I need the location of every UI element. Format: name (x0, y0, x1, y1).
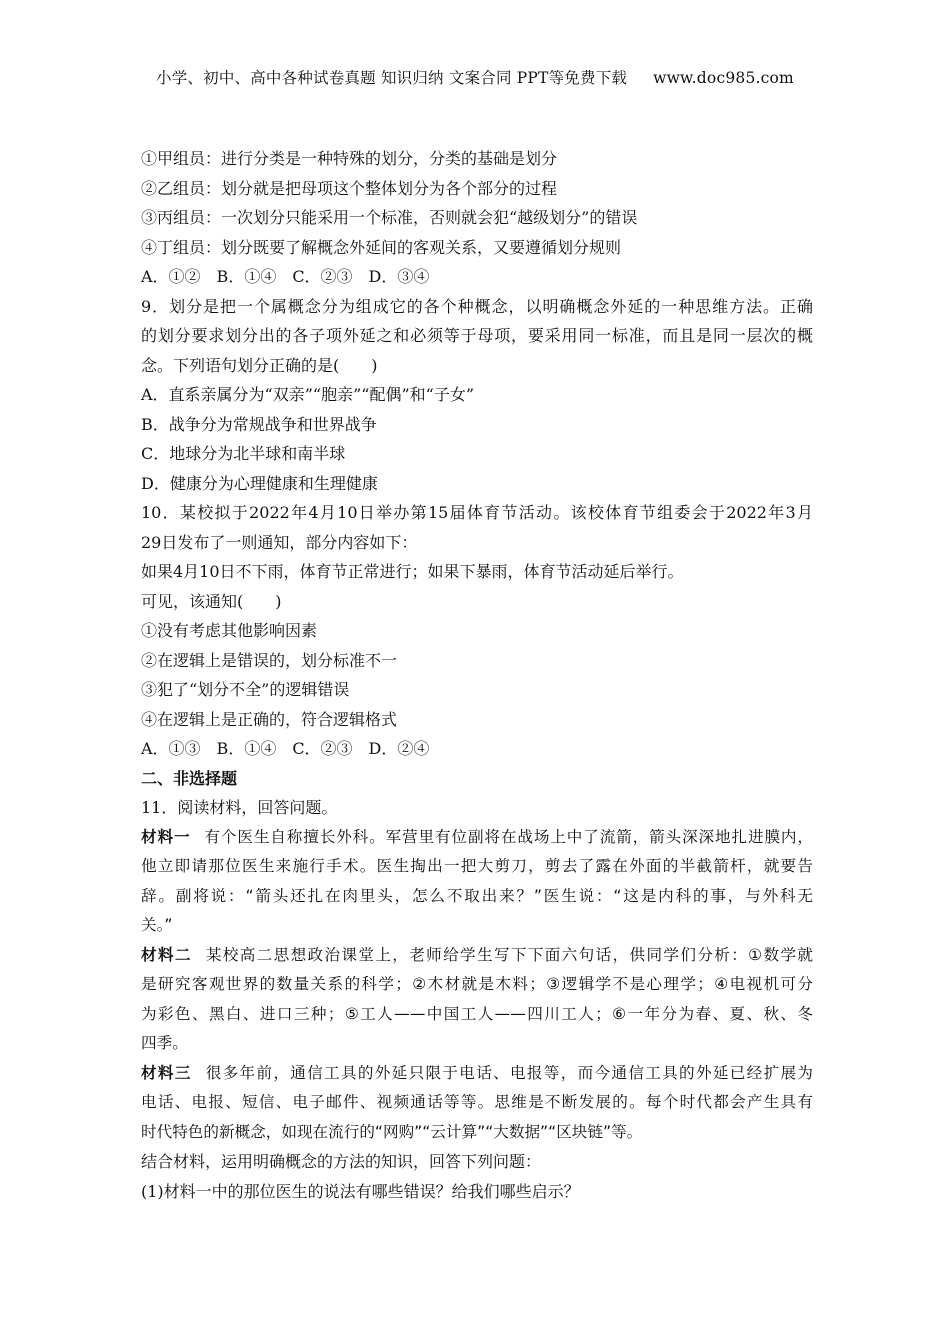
section-2-title: 二、非选择题 (141, 768, 238, 788)
material-3 (141, 1059, 813, 1148)
material-1-label: 材料一 (141, 827, 191, 846)
header-url: www.doc985.com (653, 69, 794, 87)
material-2-text-1: 某校高二思想政治课堂上，老师给学生写下下面六句话，供同学们分析：①数学就 (205, 945, 813, 964)
q10-notice-text: 如果4月10日不下雨，体育节正常进行；如果下暴雨，体育节活动延后举行。 (141, 562, 684, 581)
q9-choice-d: D．健康分为心理健康和生理健康 (141, 473, 378, 493)
material-2-label: 材料二 (141, 945, 192, 964)
page-header (0, 66, 950, 88)
material-3-line-2: 电话、电报、短信、电子邮件、视频通话等等。思维是不断发展的。每个时代都会产生具有 (141, 1093, 813, 1111)
q9-choice-c: C．地球分为北半球和南半球 (141, 444, 346, 463)
q10-stem-line-1: 10．某校拟于2022年4月10日举办第15届体育节活动。该校体育节组委会于2022年3月 (141, 503, 813, 522)
material-1-line-1 (141, 823, 813, 853)
q11-subquestion-1: (1)材料一中的那位医生的说法有哪些错误？给我们哪些启示？ (141, 1181, 580, 1201)
q8-answer-choices: A．①② B．①④ C．②③ D．③④ (141, 267, 430, 286)
material-3-line-3: 时代特色的新概念，如现在流行的“网购”“云计算”“大数据”“区块链”等。 (141, 1122, 643, 1141)
q10-stem-line-4: 可见，该通知( ) (141, 591, 282, 611)
material-2-line-1 (141, 941, 813, 971)
material-1 (141, 823, 813, 941)
q10-stem-line-2: 29日发布了一则通知，部分内容如下： (141, 532, 418, 552)
q9-stem-line-1: 9．划分是把一个属概念分为组成它的各个种概念，以明确概念外延的一种思维方法。正确 (141, 296, 813, 316)
material-3-line-1 (141, 1059, 813, 1089)
q8-option-1: ①甲组员：进行分类是一种特殊的划分，分类的基础是划分 (141, 149, 558, 168)
material-1-line-2: 他立即请那位医生来施行手术。医生掏出一把大剪刀，剪去了露在外面的半截箭杆，就要告 (141, 857, 813, 875)
q10-option-4: ④在逻辑上是正确的，符合逻辑格式 (141, 709, 398, 729)
document-body (141, 144, 813, 1206)
question-10 (141, 498, 813, 764)
material-1-line-3: 辞。副将说：“箭头还扎在肉里头，怎么不取出来？”医生说：“这是内科的事，与外科无 (141, 886, 813, 905)
q10-answer-choices: A．①③ B．①④ C．②③ D．②④ (141, 739, 430, 758)
q11-intro: 11．阅读材料，回答问题。 (141, 798, 338, 817)
material-2-line-2: 是研究客观世界的数量关系的科学；②木材就是木料；③逻辑学不是心理学；④电视机可分 (141, 975, 813, 993)
q8-option-2: ②乙组员：划分就是把母项这个整体划分为各个部分的过程 (141, 178, 558, 198)
question-11 (141, 793, 813, 1206)
q8-option-4: ④丁组员：划分既要了解概念外延间的客观关系，又要遵循划分规则 (141, 237, 622, 257)
q10-option-1: ①没有考虑其他影响因素 (141, 621, 318, 640)
q10-option-2: ②在逻辑上是错误的，划分标准不一 (141, 650, 398, 670)
material-1-line-4: 关。” (141, 916, 173, 934)
q9-stem-line-2: 的划分要求划分出的各子项外延之和必须等于母项，要采用同一标准，而且是同一层次的概 (141, 326, 813, 345)
question-9 (141, 292, 813, 499)
q10-option-3: ③犯了“划分不全”的逻辑错误 (141, 680, 350, 699)
q9-choice-a: A．直系亲属分为“双亲”“胞亲”“配偶”和“子女” (141, 385, 474, 404)
material-2-line-3: 为彩色、黑白、进口三种；⑤工人——中国工人——四川工人；⑥一年分为春、夏、秋、冬 (141, 1004, 813, 1023)
q9-stem-line-3: 念。下列语句划分正确的是( ) (141, 355, 378, 375)
material-3-label: 材料三 (141, 1063, 192, 1082)
material-1-text-1: 有个医生自称擅长外科。军营里有位副将在战场上中了流箭，箭头深深地扎进膜内， (204, 827, 813, 846)
q11-instruction: 结合材料，运用明确概念的方法的知识，回答下列问题： (141, 1152, 542, 1171)
q8-option-3: ③丙组员：一次划分只能采用一个标准，否则就会犯“越级划分”的错误 (141, 208, 638, 227)
material-2 (141, 941, 813, 1059)
q9-choice-b: B．战争分为常规战争和世界战争 (141, 414, 377, 434)
material-3-text-1: 很多年前，通信工具的外延只限于电话、电报等，而今通信工具的外延已经扩展为 (205, 1063, 813, 1082)
material-2-line-4: 四季。 (141, 1034, 188, 1052)
question-8-options (141, 144, 813, 292)
header-text: 小学、初中、高中各种试卷真题 知识归纳 文案合同 PPT等免费下载 (156, 69, 628, 87)
